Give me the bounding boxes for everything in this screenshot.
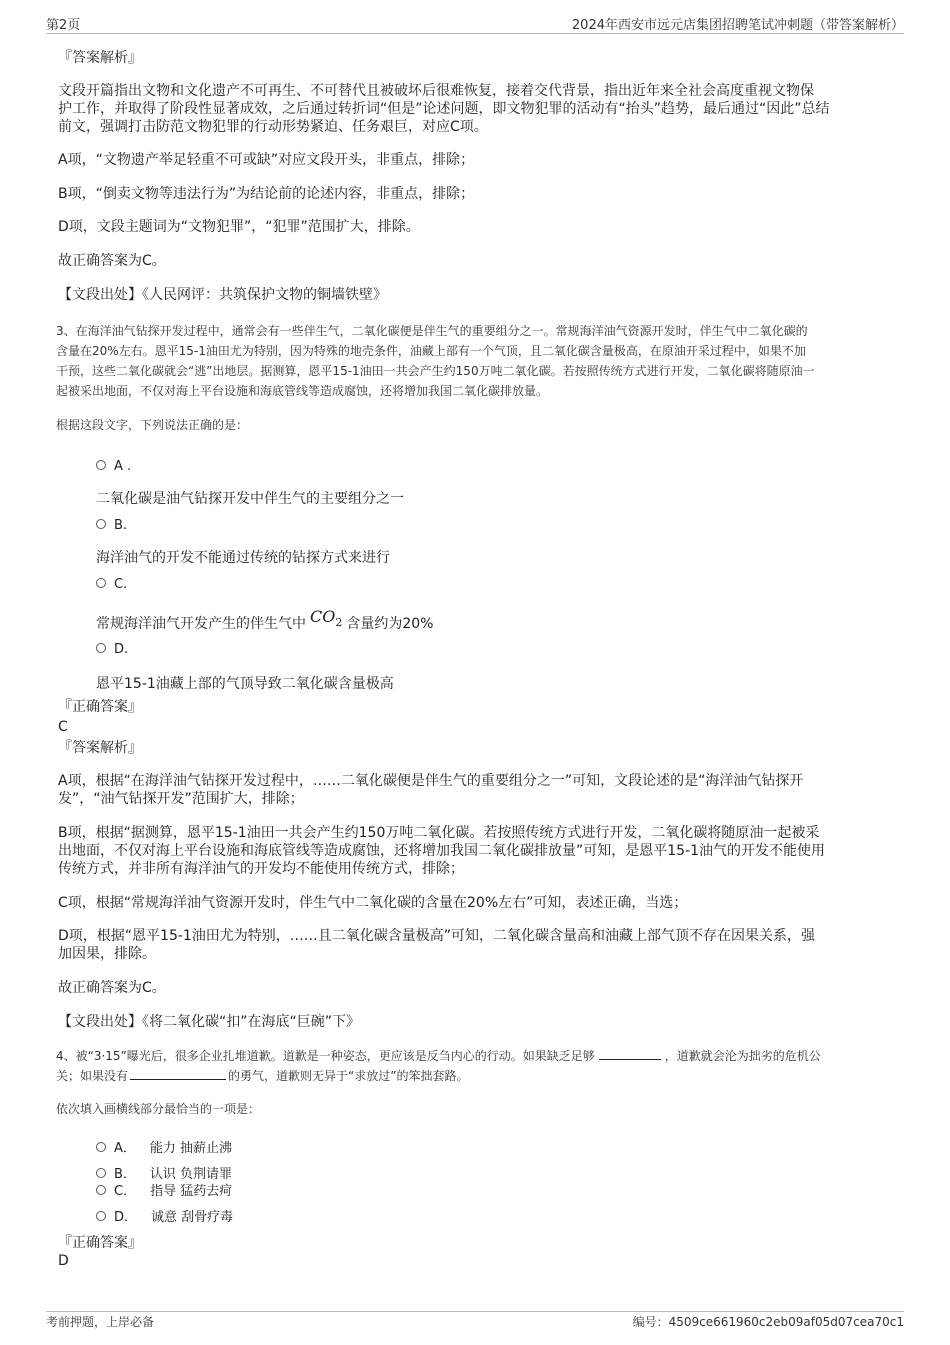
q4-option-b-label: B． xyxy=(114,1167,136,1182)
header-divider xyxy=(46,33,904,34)
q2-option-b-note: B项，“倒卖文物等违法行为”为结论前的论述内容，非重点，排除； xyxy=(58,186,475,202)
q3-b-line-1: B项，根据“据测算，恩平15-1油田一共会产生约150万吨二氧化碳。若按照传统方式进行开发，二氧化碳将随原油一起被采 xyxy=(58,825,820,841)
q4-option-c[interactable] xyxy=(96,1180,232,1199)
q3-stem-line-4: 起被采出地面，不仅对海上平台设施和海底管线等造成腐蚀，还将增加我国二氧化碳排放量。 xyxy=(56,384,549,398)
q3-analysis-title: 『答案解析』 xyxy=(58,740,142,756)
q3-option-c-text-after: 含量约为20% xyxy=(346,616,434,632)
footer-slogan: 考前押题，上岸必备 xyxy=(46,1315,155,1329)
q3-option-d-radio[interactable] xyxy=(96,638,128,657)
q3-option-b-radio[interactable] xyxy=(96,514,127,533)
radio-icon xyxy=(96,1168,106,1178)
q4-blank-2 xyxy=(130,1067,226,1080)
q4-stem-line-1 xyxy=(56,1047,821,1065)
q2-conclusion: 故正确答案为C。 xyxy=(58,253,166,269)
q3-option-b-text: 海洋油气的开发不能通过传统的钻探方式来进行 xyxy=(96,550,390,566)
q2-analysis-line-3: 前文，强调打击防范文物犯罪的行动形势紧迫、任务艰巨，对应C项。 xyxy=(58,119,488,135)
q3-b-line-3: 传统方式，并非所有海洋油气的开发均不能使用传统方式，排除； xyxy=(58,861,464,877)
q4-stem-part-2: ，道歉就会沦为拙劣的危机公 xyxy=(664,1049,821,1063)
q4-stem-part-3: 关；如果没有 xyxy=(56,1069,129,1083)
q3-option-a-label: A . xyxy=(114,459,132,474)
q2-option-a-note: A项，“文物遗产举足轻重不可或缺”对应文段开头，非重点，排除； xyxy=(58,152,475,168)
q4-option-d[interactable] xyxy=(96,1206,233,1225)
q3-option-c-text-before: 常规海洋油气开发产生的伴生气中 xyxy=(96,616,306,632)
q2-option-d-note: D项，文段主题词为“文物犯罪”，“犯罪”范围扩大，排除。 xyxy=(58,219,420,235)
q3-stem-line-1: 3、在海洋油气钻探开发过程中，通常会有一些伴生气，二氧化碳便是伴生气的重要组分之一。常规海洋油气资源开发时，伴生气中二氧化碳的 xyxy=(56,324,808,338)
q3-option-c-label: C. xyxy=(114,577,128,592)
q3-option-c-text xyxy=(96,607,434,638)
q4-stem-part-4: 的勇气，道歉则无异于“求放过”的笨拙套路。 xyxy=(228,1069,469,1083)
q3-stem-line-3: 干预，这些二氧化碳就会“逃”出地层。据测算，恩平15-1油田一共会产生约150万吨二氧化碳。若按照传统方式进行开发，二氧化碳将随原油一 xyxy=(56,364,815,378)
radio-icon xyxy=(96,1142,106,1152)
q3-d-line-2: 加因果，排除。 xyxy=(58,946,156,962)
q3-d-line-1: D项，根据“恩平15-1油田尤为特别，……且二氧化碳含量极高”可知，二氧化碳含量高和油藏上部气顶不存在因果关系，强 xyxy=(58,928,816,944)
q4-prompt: 依次填入画横线部分最恰当的一项是： xyxy=(56,1102,261,1116)
q3-option-d-label: D. xyxy=(114,642,129,657)
q3-source: 【文段出处】《将二氧化碳“扣”在海底“巨碗”下》 xyxy=(58,1014,361,1030)
q4-option-a[interactable] xyxy=(96,1137,232,1156)
footer-divider xyxy=(46,1311,904,1312)
co2-formula-base: CO xyxy=(310,607,336,626)
q3-option-c-radio[interactable] xyxy=(96,573,127,592)
radio-icon xyxy=(96,643,106,653)
q4-option-c-text: 指导 猛药去疴 xyxy=(150,1184,233,1199)
q3-a-line-1: A项，根据“在海洋油气钻探开发过程中，……二氧化碳便是伴生气的重要组分之一”可知，文段论述的是“海洋油气钻探开 xyxy=(58,773,804,789)
radio-icon xyxy=(96,578,106,588)
q3-option-a-text: 二氧化碳是油气钻探开发中伴生气的主要组分之一 xyxy=(96,491,404,507)
document-title: 2024年西安市远元店集团招聘笔试冲刺题（带答案解析） xyxy=(571,18,904,33)
q4-option-c-label: C． xyxy=(114,1184,137,1199)
q3-option-d-text: 恩平15-1油藏上部的气顶导致二氧化碳含量极高 xyxy=(96,676,394,692)
q3-conclusion: 故正确答案为C。 xyxy=(58,980,166,996)
q2-source: 【文段出处】《人民网评：共筑保护文物的铜墙铁壁》 xyxy=(58,287,387,303)
q4-option-d-label: D． xyxy=(114,1210,138,1225)
radio-icon xyxy=(96,1211,106,1221)
q4-stem-line-2 xyxy=(56,1067,468,1085)
q3-prompt: 根据这段文字，下列说法正确的是： xyxy=(56,418,249,432)
q2-analysis-title: 『答案解析』 xyxy=(58,50,142,66)
page-number: 第2页 xyxy=(46,18,81,33)
q4-option-b-text: 认识 负荆请罪 xyxy=(149,1167,233,1182)
q3-option-a-radio[interactable] xyxy=(96,455,131,474)
q4-stem-part-1: 4、被“3·15”曝光后，很多企业扎堆道歉。道歉是一种姿态，更应该是反刍内心的行动。如果缺乏足够 xyxy=(56,1049,595,1063)
radio-icon xyxy=(96,460,106,470)
q3-b-line-2: 出地面，不仅对海上平台设施和海底管线等造成腐蚀，还将增加我国二氧化碳排放量”可知，是恩平15-1油气的开发不能使用 xyxy=(58,843,826,859)
co2-formula-subscript: 2 xyxy=(335,616,343,630)
q4-blank-1 xyxy=(599,1047,661,1060)
q3-a-line-2: 发”，“油气钻探开发”范围扩大，排除； xyxy=(58,791,304,807)
q4-option-a-text: 能力 抽薪止沸 xyxy=(149,1141,233,1156)
q4-answer: D xyxy=(58,1253,69,1269)
q4-option-d-text: 诚意 刮骨疗毒 xyxy=(151,1210,234,1225)
q2-analysis-line-1: 文段开篇指出文物和文化遗产不可再生、不可替代且被破坏后很难恢复，接着交代背景，指出近年来全社会高度重视文物保 xyxy=(58,83,814,99)
q3-c-line-1: C项，根据“常规海洋油气资源开发时，伴生气中二氧化碳的含量在20%左右”可知，表述正确，当选； xyxy=(58,895,688,911)
footer-serial: 编号：4509ce661960c2eb09af05d07cea70c1 xyxy=(632,1315,904,1329)
q3-option-b-label: B. xyxy=(114,518,128,533)
q4-option-a-label: A． xyxy=(114,1141,136,1156)
radio-icon xyxy=(96,1185,106,1195)
q4-answer-title: 『正确答案』 xyxy=(58,1235,142,1251)
q2-analysis-line-2: 护工作，并取得了阶段性显著成效，之后通过转折词“但是”论述问题，即文物犯罪的活动有“抬头”趋势，最后通过“因此”总结 xyxy=(58,101,830,117)
radio-icon xyxy=(96,519,106,529)
q3-stem-line-2: 含量在20%左右。恩平15-1油田尤为特别，因为特殊的地壳条件，油藏上部有一个气顶，且二氧化碳含量极高，在原油开采过程中，如果不加 xyxy=(56,344,806,358)
q3-answer: C xyxy=(58,719,68,735)
q3-answer-title: 『正确答案』 xyxy=(58,699,142,715)
co2-formula xyxy=(310,607,343,630)
